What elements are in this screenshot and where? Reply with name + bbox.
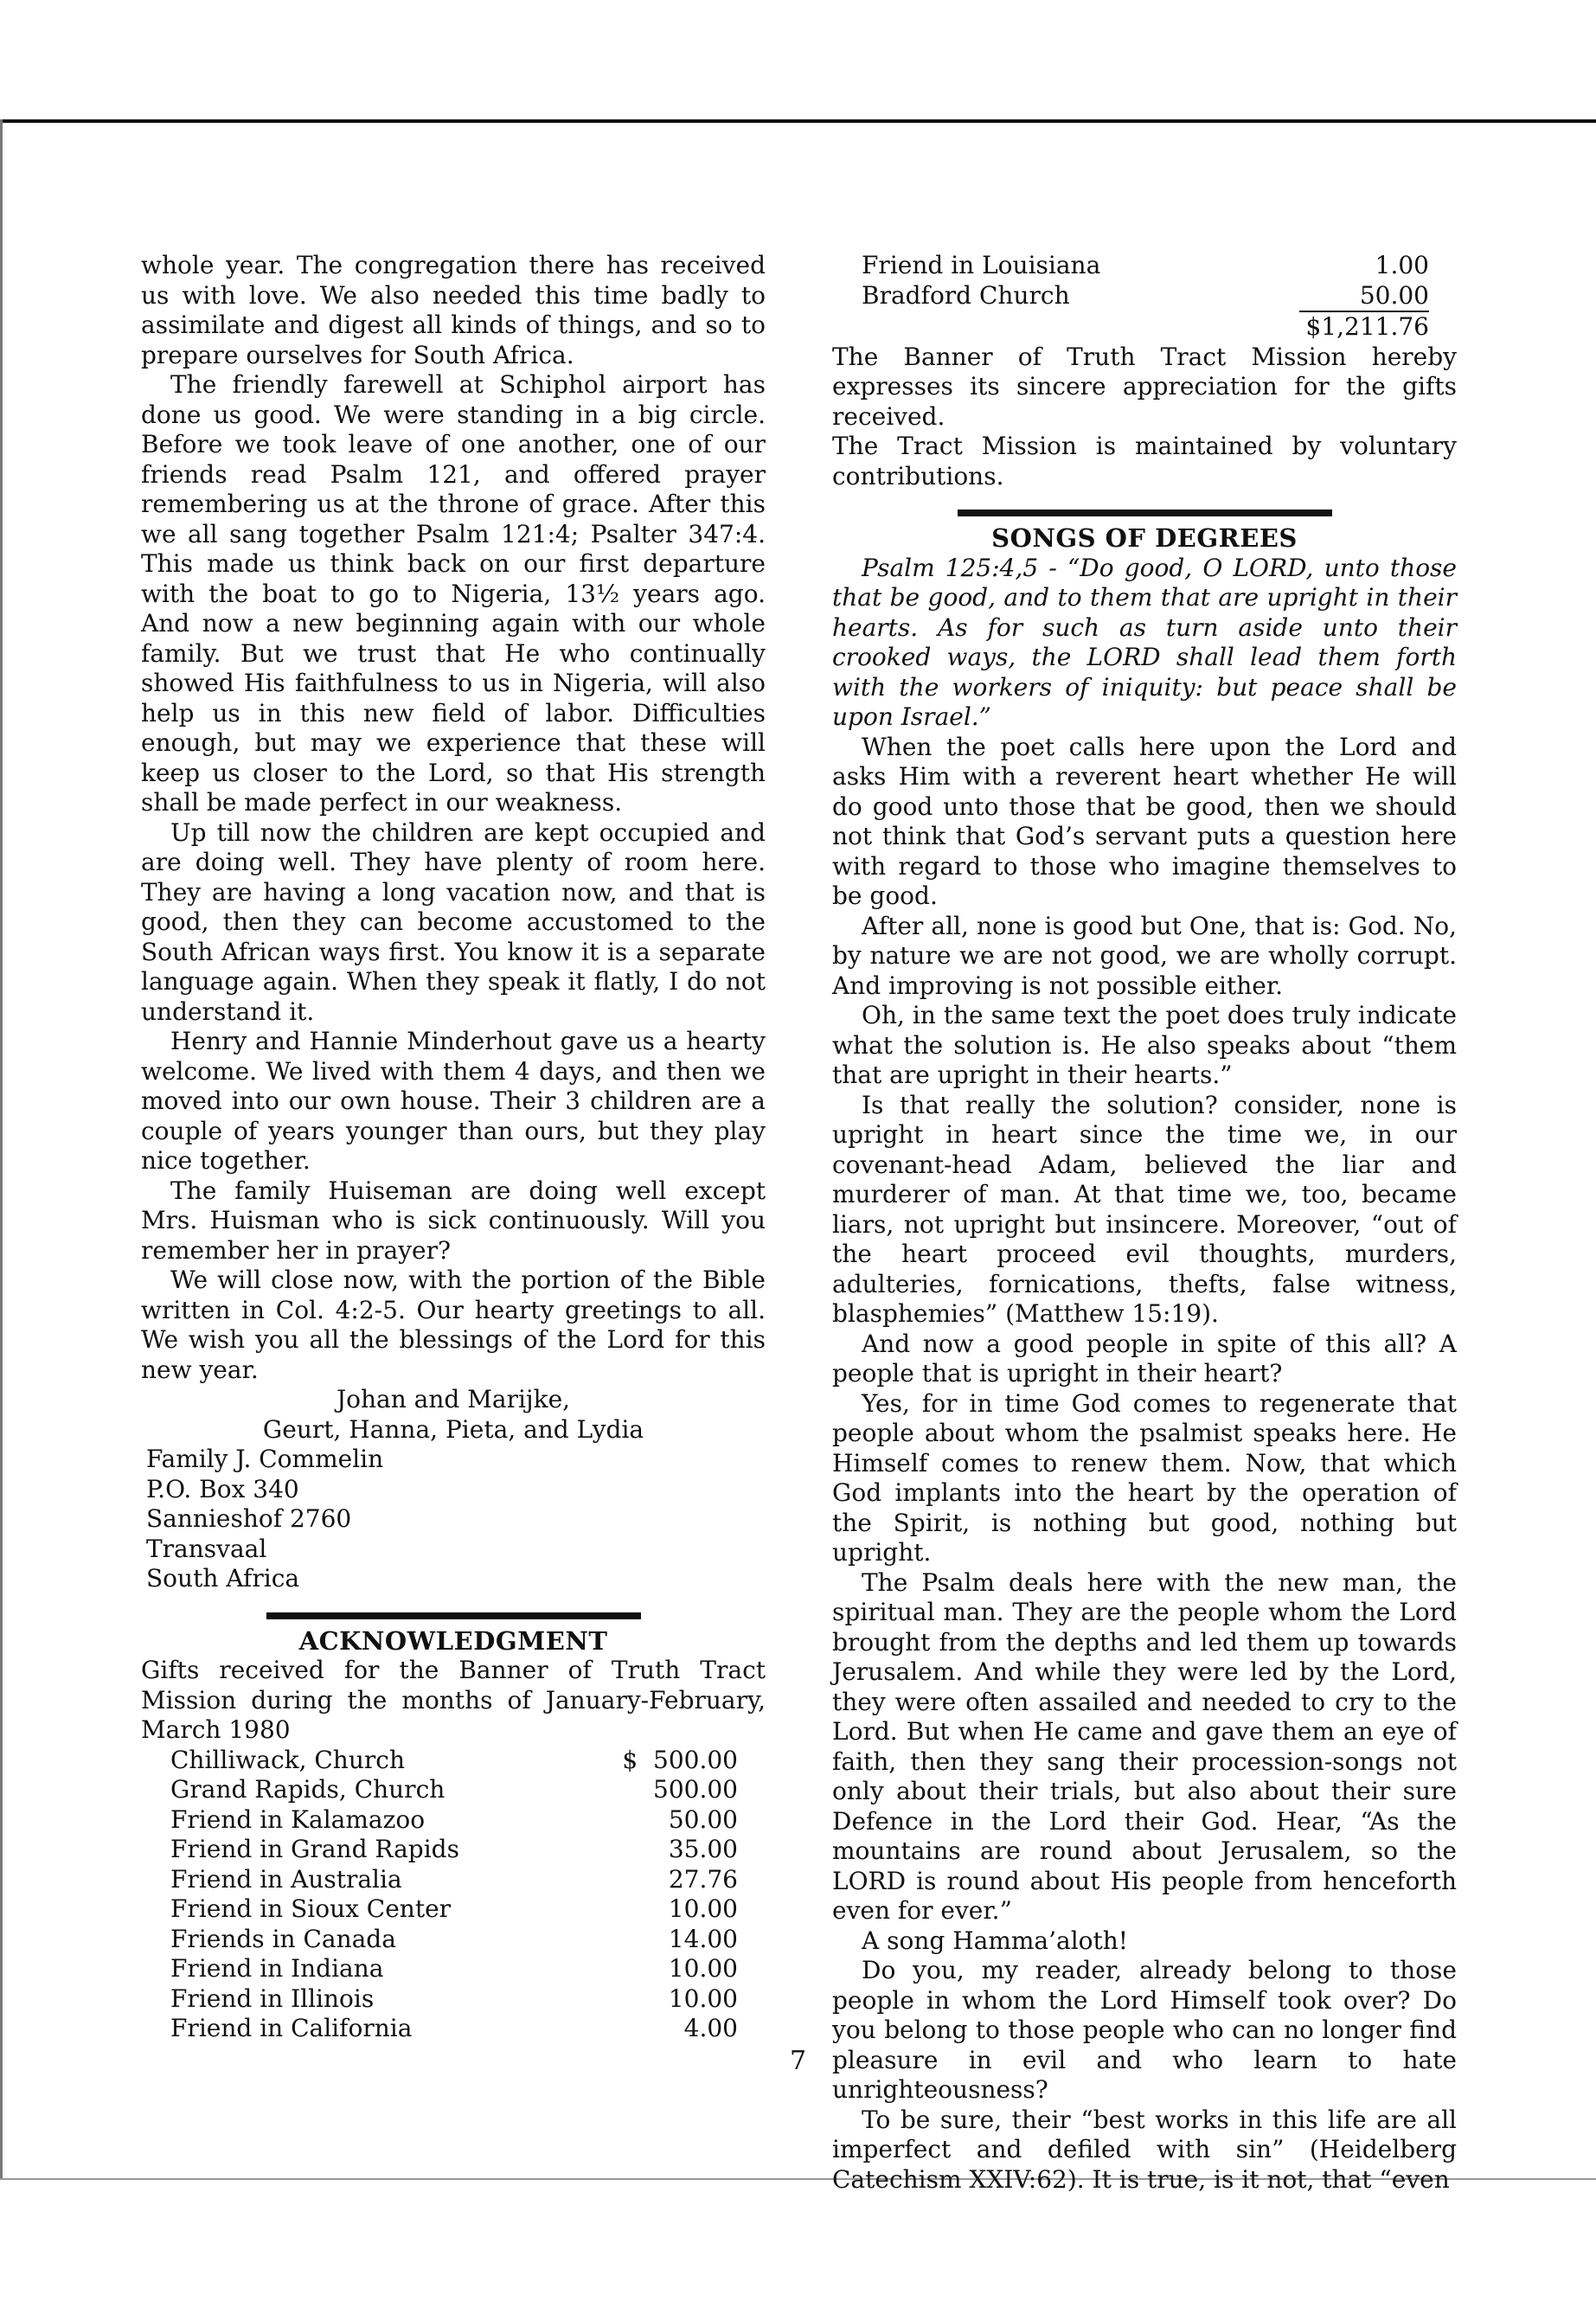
gift-donor: Friend in Louisiana — [862, 251, 1101, 279]
article-paragraph: A song Hamma’aloth! — [862, 1926, 1129, 1955]
gift-row — [832, 281, 1457, 313]
gift-row — [141, 1984, 766, 2015]
gift-row — [141, 1925, 766, 1955]
article-paragraph: Is that really the solution? consider, none is upright in heart since the time we, in our covenant-head Adam, believed the liar and murderer of man. At that time we, too, became liars, not upright but insincere. Moreover, “out of the heart proceed evil thoughts, murders, adulteries, fornications, thefts, false witness, blasphemies” (Matthew 15:19). — [832, 1090, 1457, 1328]
gift-row — [141, 1954, 766, 1984]
gift-donor: Chilliwack, Church — [170, 1745, 405, 1774]
article-paragraph: And now a good people in spite of this all? A people that is upright in their heart? — [832, 1329, 1457, 1388]
gift-amount: 10.00 — [668, 1984, 738, 2013]
section-divider-bar — [958, 510, 1332, 516]
gift-row — [832, 251, 1457, 281]
address-line: South Africa — [146, 1564, 300, 1593]
songs-heading: SONGS OF DEGREES — [991, 523, 1298, 553]
letter-paragraph: Henry and Hannie Minderhout gave us a hearty welcome. We lived with them 4 days, and then we moved into our own house. Their 3 children are a couple of years younger than ours, but they play nice together. — [141, 1027, 766, 1175]
left-column — [141, 251, 766, 2044]
gift-donor: Grand Rapids, Church — [170, 1775, 445, 1804]
gift-amount: 500.00 — [653, 1775, 738, 1804]
gift-amount: 50.00 — [1299, 281, 1429, 313]
letter-paragraph: The family Huiseman are doing well except Mrs. Huisman who is sick continuously. Will you remember her in prayer? — [141, 1176, 766, 1265]
gift-list-continued — [832, 251, 1457, 343]
gift-donor: Friend in Australia — [170, 1864, 402, 1894]
article-paragraph: Oh, in the same text the poet does truly indicate what the solution is. He also speaks about “them that are upright in their hearts.” — [832, 1001, 1457, 1089]
gift-row — [141, 1746, 766, 1776]
address-block — [141, 1445, 766, 1594]
signature-block — [141, 1385, 766, 1445]
article-paragraph: After all, none is good but One, that is: God. No, by nature we are not good, we are wholly corrupt. And improving is not possible either. — [832, 911, 1457, 1000]
gift-amount: 50.00 — [668, 1804, 738, 1834]
gift-donor: Friends in Canada — [170, 1924, 396, 1953]
right-column — [832, 251, 1457, 2195]
gift-row — [141, 1805, 766, 1836]
address-line: Transvaal — [146, 1534, 267, 1563]
letter-paragraph: whole year. The congregation there has received us with love. We also needed this time badly to assimilate and digest all kinds of things, and so to prepare ourselves for South Africa. — [141, 251, 766, 369]
gift-row — [141, 1775, 766, 1805]
thanks-paragraph: The Banner of Truth Tract Mission hereby expresses its sincere appreciation for the gifts received. — [832, 342, 1457, 431]
gift-amount: 10.00 — [668, 1894, 738, 1923]
gift-donor: Friend in Kalamazoo — [170, 1804, 426, 1834]
gift-amount: 10.00 — [668, 1954, 738, 1983]
gift-row — [141, 1835, 766, 1865]
article-paragraph: Do you, my reader, already belong to those people in whom the Lord Himself took over? Do you belong to those people who can no longer find pleasure in evil and who learn to hate unrighteousness? — [832, 1956, 1457, 2104]
gift-amount: 35.00 — [668, 1835, 738, 1863]
address-line: Family J. Commelin — [146, 1445, 384, 1473]
scripture-verse: Psalm 125:4,5 - “Do good, O LORD, unto those that be good, and to them that are upright in their hearts. As for such as turn aside unto their crooked ways, the LORD shall lead them forth with the workers of iniquity: but peace shall be upon Israel.” — [832, 553, 1457, 731]
gift-total: $1,211.76 — [1305, 312, 1429, 341]
gift-total-row — [832, 312, 1457, 343]
address-line: P.O. Box 340 — [146, 1474, 299, 1503]
gift-amount: 27.76 — [668, 1864, 738, 1894]
letter-paragraph: The friendly farewell at Schiphol airport has done us good. We were standing in a big circle. Before we took leave of one another, one of our friends read Psalm 121, and offered prayer remembering us at the throne of grace. After this we all sang together Psalm 121:4; Psalter 347:4. This made us think back on our first departure with the boat to go to Nigeria, 13½ years ago. And now a new beginning again with our whole family. But we trust that He who continually showed His faithfulness to us in Nigeria, will also help us in this new field of labor. Difficulties enough, but may we experience that these will keep us closer to the Lord, so that His strength shall be made perfect in our weakness. — [141, 370, 766, 817]
gift-amount: 1.00 — [1375, 251, 1429, 279]
gift-donor: Bradford Church — [862, 280, 1070, 310]
gift-amount: 14.00 — [668, 1924, 738, 1953]
acknowledgment-heading: ACKNOWLEDGMENT — [298, 1625, 608, 1656]
gift-amount: 4.00 — [683, 2014, 738, 2042]
section-divider-bar — [266, 1612, 641, 1619]
article-paragraph: The Psalm deals here with the new man, the spiritual man. They are the people whom the Lord brought from the depths and led them up towards Jerusalem. And while they were led by the Lord, they were often assailed and needed to cry to the Lord. But when He came and gave them an eye of faith, then they sang their procession-songs not only about their trials, but also about their sure Defence in the Lord their God. Hear, “As the mountains are round about Jerusalem, so the LORD is round about His people from henceforth even for ever.” — [832, 1567, 1457, 1925]
left-page-edge — [0, 119, 3, 2178]
letter-paragraph: We will close now, with the portion of the Bible written in Col. 4:2-5. Our hearty greetings to all. We wish you all the blessings of the Lord for this new year. — [141, 1266, 766, 1384]
address-line: Sannieshof 2760 — [146, 1504, 352, 1533]
gift-row — [141, 1894, 766, 1925]
thanks-paragraph: The Tract Mission is maintained by voluntary contributions. — [832, 432, 1457, 490]
gift-row — [141, 1865, 766, 1895]
page-number: 7 — [789, 2046, 807, 2076]
article-paragraph: Yes, for in time God comes to regenerate that people about whom the psalmist speaks here. He Himself comes to renew them. Now, that which God implants into the heart by the operation of the Spirit, is nothing but good, nothing but upright. — [832, 1388, 1457, 1567]
gift-donor: Friend in Illinois — [170, 1984, 375, 2013]
signature-line: Johan and Marijke, — [336, 1385, 571, 1413]
top-border-rule — [0, 119, 1596, 123]
gift-donor: Friend in Grand Rapids — [170, 1835, 459, 1863]
letter-paragraph: Up till now the children are kept occupied and are doing well. They have plenty of room here. They are having a long vacation now, and that is good, then they can become accustomed to the South African ways first. You know it is a separate language again. When they speak it flatly, I do not understand it. — [141, 817, 766, 1026]
acknowledgment-intro: Gifts received for the Banner of Truth Tract Mission during the months of January-February, March 1980 — [141, 1656, 766, 1744]
gift-donor: Friend in California — [170, 2014, 413, 2042]
article-paragraph: To be sure, their “best works in this life are all imperfect and defiled with sin” (Heidelberg Catechism XXIV:62). It is true, is it not, that “even — [832, 2105, 1457, 2194]
gift-row — [141, 2014, 766, 2044]
gift-donor: Friend in Indiana — [170, 1954, 384, 1983]
gift-donor: Friend in Sioux Center — [170, 1894, 452, 1923]
gift-amount: $ 500.00 — [622, 1745, 738, 1774]
article-paragraph: When the poet calls here upon the Lord and asks Him with a reverent heart whether He will do good unto those that be good, then we should not think that God’s servant puts a question here with regard to those who imagine themselves to be good. — [832, 732, 1457, 910]
gift-list — [141, 1746, 766, 2044]
signature-line: Geurt, Hanna, Pieta, and Lydia — [262, 1414, 644, 1444]
